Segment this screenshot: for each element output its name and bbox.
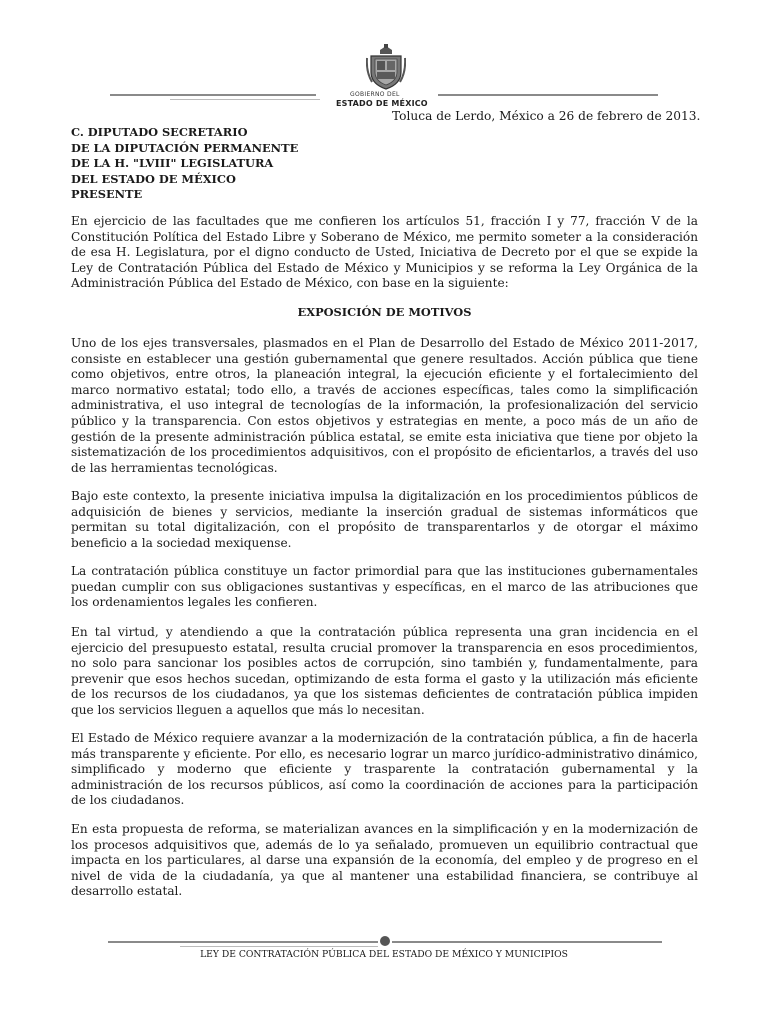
body-paragraph: Uno de los ejes transversales, plasmados en el Plan de Desarrollo del Estado de México 2011-2017, consiste en establecer una gestión gubernamental que genere resultados. Acción pública que tiene como objetivos, entre otros, la planeación integral, la ejecución eficiente y el fortalecimiento del marco normativo estatal; todo ello, a través de acciones específicas, tales como la simplificación administrativa, el uso integral de tecnologías de la información, la profesionalización del servicio público y la transparencia. Con estos objetivos y estrategias en mente, a poco más de un año de gestión de la presente administración pública estatal, se emite esta iniciativa que tiene por objeto la sistematización de los procedimientos adquisitivos, con el propósito de eficientarlos, a través del uso de las herramientas tecnológicas.: [71, 336, 698, 475]
intro-paragraph: En ejercicio de las facultades que me confieren los artículos 51, fracción I y 77, fracción V de la Constitución Política del Estado Libre y Soberano de México, me permito someter a la consideración de esa H. Legislatura, por el digno conducto de Usted, Iniciativa de Decreto por el que se expide la Ley de Contratación Pública del Estado de México y Municipios y se reforma la Ley Orgánica de la Administración Pública del Estado de México, con base en la siguiente:: [71, 214, 698, 291]
section-heading: EXPOSICIÓN DE MOTIVOS: [297, 305, 472, 319]
addressee-line: DE LA DIPUTACIÓN PERMANENTE: [71, 140, 299, 155]
body-paragraph: Bajo este contexto, la presente iniciativa impulsa la digitalización en los procedimientos públicos de adquisición de bienes y servicios, mediante la inserción gradual de sistemas informáticos que permitan su total digitalización, con el propósito de transparentarlos y de otorgar el máximo beneficio a la sociedad mexiquense.: [71, 489, 698, 550]
header-divider-left-thin: [170, 99, 320, 100]
header-divider-left: [110, 94, 316, 96]
footer-ornament-icon: [380, 936, 390, 946]
addressee-line: DE LA H. "LVIII" LEGISLATURA: [71, 156, 274, 170]
addressee-line: DEL ESTADO DE MÉXICO: [71, 171, 236, 186]
body-paragraph: El Estado de México requiere avanzar a la modernización de la contratación pública, a fin de hacerla más transparente y eficiente. Por ello, es necesario lograr un marco jurídico-administrativo dinámico, simplificado y moderno que eficiente y trasparente la contratación gubernamental y la administración de los recursos públicos, así como la coordinación de acciones para la participación de los ciudadanos.: [71, 731, 698, 808]
body-paragraph: La contratación pública constituye un factor primordial para que las instituciones gubernamentales puedan cumplir con sus obligaciones sustantivas y específicas, en el marco de las atribuciones que los ordenamientos legales les confieren.: [71, 564, 698, 610]
footer-title: LEY DE CONTRATACIÓN PÚBLICA DEL ESTADO DE MÉXICO Y MUNICIPIOS: [200, 949, 568, 960]
header-divider-right: [438, 94, 658, 96]
footer-divider-left: [108, 941, 378, 943]
gov-logo-line2: ESTADO DE MÉXICO: [336, 99, 428, 108]
addressee-line: C. DIPUTADO SECRETARIO: [71, 125, 248, 139]
dateline: Toluca de Lerdo, México a 26 de febrero de 2013.: [392, 109, 701, 123]
body-paragraph: En esta propuesta de reforma, se materializan avances en la simplificación y en la modernización de los procesos adquisitivos que, además de lo ya señalado, promueven un equilibrio contractual que impacta en los particulares, al darse una expansión de la economía, del empleo y de progreso en el nivel de vida de la ciudadanía, ya que al mantener una estabilidad financiera, se contribuye al desarrollo estatal.: [71, 822, 698, 899]
footer-divider-right: [392, 941, 662, 943]
gov-logo-line1: GOBIERNO DEL: [350, 91, 400, 98]
addressee-block: [71, 125, 371, 203]
footer-divider-left-thin: [180, 946, 378, 947]
addressee-line: PRESENTE: [71, 187, 143, 201]
body-paragraph: En tal virtud, y atendiendo a que la contratación pública representa una gran incidencia en el ejercicio del presupuesto estatal, resulta crucial promover la transparencia en esos procedimientos, no solo para sancionar los posibles actos de corrupción, sino también y, fundamentalmente, para prevenir que esos hechos sucedan, optimizando de esta forma el gasto y la utilización más eficiente de los recursos de los ciudadanos, ya que los sistemas deficientes de contratación pública impiden que los servicios lleguen a aquellos que más lo necesitan.: [71, 625, 698, 717]
coat-of-arms-icon: [366, 44, 406, 90]
